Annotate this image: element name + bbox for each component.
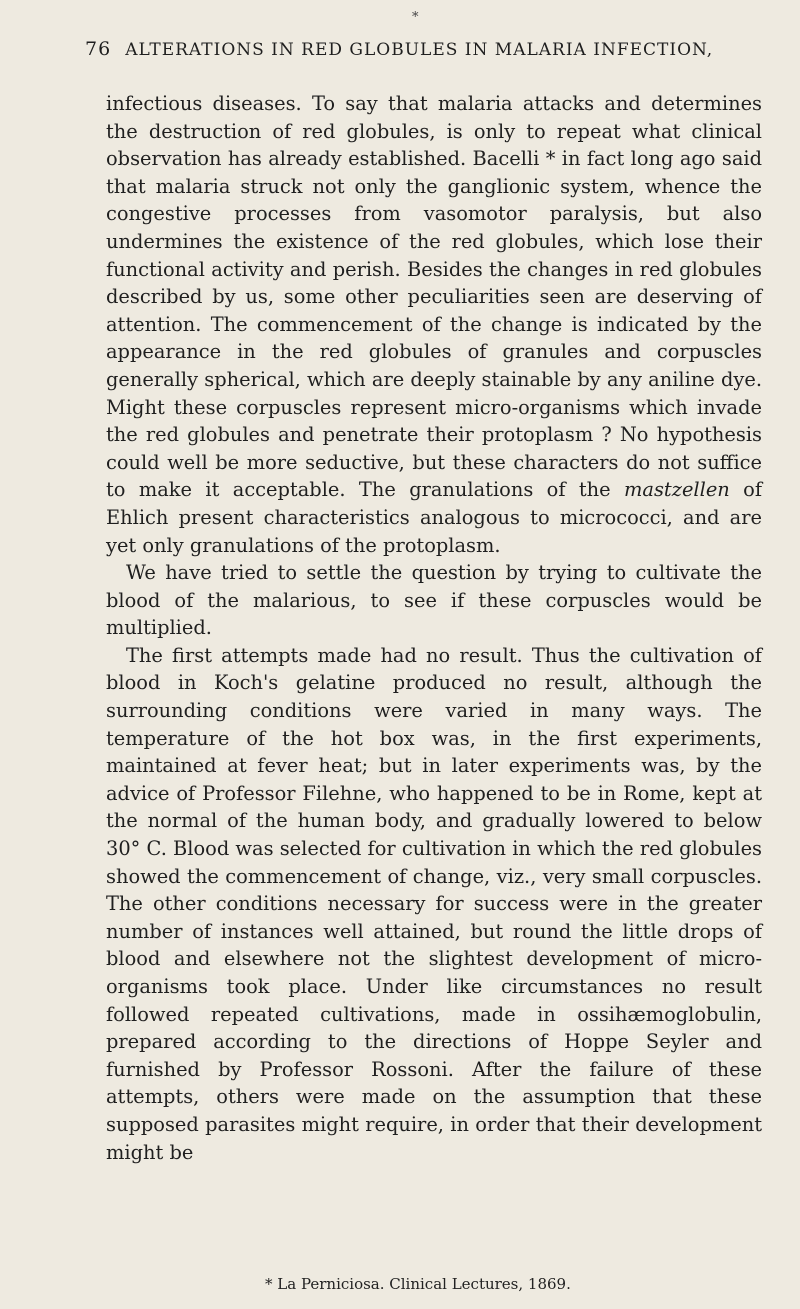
paragraph-1-emphasis: mastzellen: [624, 478, 730, 502]
footnote: * La Perniciosa. Clinical Lectures, 1869.: [265, 1275, 571, 1293]
paragraph-1: [106, 90, 762, 559]
paragraph-1-text-b: of Ehlich present characteristics analogous to micrococci, and are yet only granulations of the protoplasm.: [106, 478, 763, 557]
page-number: 76: [85, 38, 112, 60]
paragraph-1-text-a: infectious diseases. To say that malaria attacks and determines the destruction of red globules, is only to repeat what clinical observation has already established. Bacelli * in fact long ago said that malaria struck not only the ganglionic system, whence the congestive processes from vasomotor paralysis, but also undermines the existence of the red globules, which lose their functional activity and perish. Besides the changes in red globules described by us, some other peculiarities seen are deserving of attention. The commencement of the change is indicated by the appearance in the red globules of granules and corpuscles generally spherical, which are deeply stainable by any aniline dye. Might these corpuscles represent micro-organisms which invade the red globules and penetrate their protoplasm ? No hypothesis could well be more seductive, but these characters do not suffice to make it acceptable. The granulations of the: [106, 92, 762, 502]
running-header: [85, 38, 765, 60]
paragraph-3: The first attempts made had no result. Thus the cultivation of blood in Koch's gelatine produced no result, although the surrounding conditions were varied in many ways. The temperature of the hot box was, in the first experiments, maintained at fever heat; but in later experiments was, by the advice of Professor Filehne, who happened to be in Rome, kept at the normal of the human body, and gradually lowered to below 30° C. Blood was selected for cultivation in which the red globules showed the commencement of change, viz., very small corpuscles. The other conditions necessary for success were in the greater number of instances well attained, but round the little drops of blood and elsewhere not the slightest development of micro-organisms took place. Under like circumstances no result followed repeated cultivations, made in ossihæmoglobulin, prepared according to the directions of Hoppe Seyler and furnished by Professor Rossoni. After the failure of these attempts, others were made on the assumption that these supposed parasites might require, in order that their development might be: [106, 643, 762, 1164]
printer-mark: *: [412, 10, 419, 25]
paragraph-2: We have tried to settle the question by trying to cultivate the blood of the malarious, to see if these corpuscles would be multiplied.: [106, 561, 762, 640]
running-title: ALTERATIONS IN RED GLOBULES IN MALARIA INFECTION,: [125, 40, 714, 60]
body-text: [106, 90, 762, 1166]
